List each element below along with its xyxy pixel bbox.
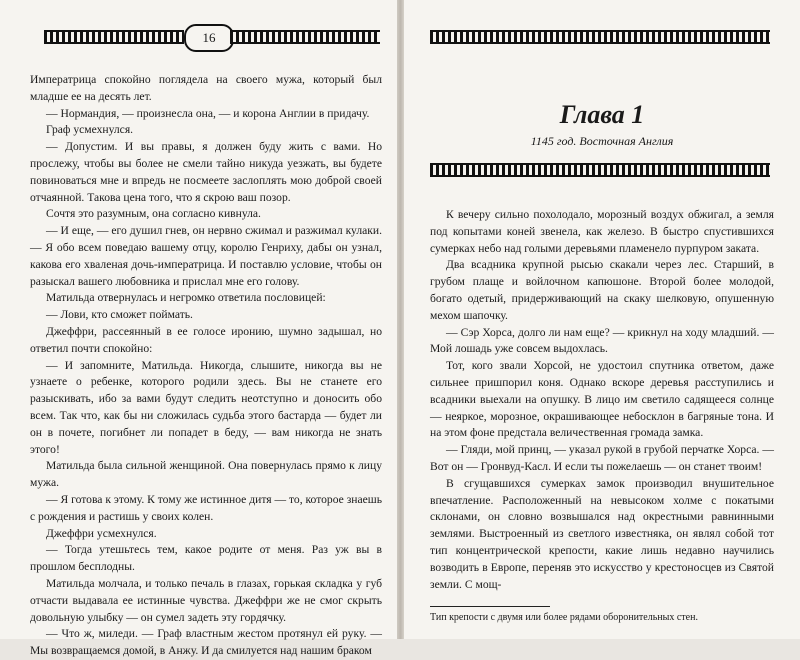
- book-gutter: [397, 0, 404, 639]
- right-page-text: [430, 207, 774, 593]
- footnote-rule: [430, 606, 550, 607]
- paragraph: Императрица спокойно поглядела на своего мужа, который был младше ее на десять лет.: [30, 73, 382, 103]
- chapter-divider-ornament: [430, 163, 770, 177]
- left-page: [0, 0, 397, 658]
- paragraph: — И запомните, Матильда. Никогда, слышите, никогда вы не узнаете о ребенке, которого родили здесь. Вы не станете его разыскивать, ибо за вами будут следить неотступно и доносить обо всем. Так что, как бы ни сложилась судьба этого бастарда — будет ли он в почете, погибнет ли попадет в беду, — вам никогда не знать этого!: [30, 358, 382, 456]
- paragraph: — Тогда утешьтесь тем, какое родите от меня. Раз уж вы в прошлом бесплодны.: [30, 543, 382, 574]
- paragraph: — Допустим. И вы правы, я должен буду жить с вами. Но прослежу, чтобы вы более не смели тайно никуда уезжать, вы будете повиноваться мне и впредь не посмеете заслоплять мою доброй своей отчаянной. Такова цена того, что я скрою ваш позор.: [30, 140, 382, 204]
- paragraph: К вечеру сильно похолодало, морозный воздух обжигал, а земля под копытами коней звенела, как железо. В быстро спустившихся сумерках небо над голыми деревьями пламенело пурпуром заката.: [430, 208, 774, 255]
- paragraph: — Сэр Хорса, долго ли нам еще? — крикнул на ходу младший. — Мой лошадь уже совсем выдохлась.: [430, 325, 774, 356]
- paragraph: Джеффри, рассеянный в ее голосе иронию, шумно задышал, но ответил почти спокойно:: [30, 324, 382, 355]
- header-ornament-right: [230, 30, 380, 44]
- paragraph: Матильда была сильной женщиной. Она повернулась прямо к лицу мужа.: [30, 459, 382, 490]
- chapter-subtitle: 1145 год. Восточная Англия: [530, 134, 674, 148]
- paragraph: Граф усмехнулся.: [46, 123, 134, 137]
- paragraph: — Лови, кто сможет поймать.: [46, 308, 193, 322]
- page-number: 16: [184, 24, 234, 52]
- paragraph: — Нормандия, — произнесла она, — и корона Англии в придачу.: [46, 106, 370, 120]
- header-ornament-left: [44, 30, 184, 44]
- paragraph: — Что ж, миледи. — Граф властным жестом протянул ей руку. — Мы возвращаемся домой, в Анжу. И да смилуется над нашим браком: [30, 627, 382, 658]
- paragraph: Два всадника крупной рысью скакали через лес. Старший, в грубом плаще и войлочном капюшоне. Второй более молодой, богато одетый, придерживающий на скаку шелковую, опушенную мехом шапочку.: [430, 258, 774, 322]
- paragraph: — Я готова к этому. К тому же истинное дитя — то, которое знаешь с рождения и растишь у своих колен.: [30, 492, 382, 523]
- paragraph: Джеффри усмехнулся.: [46, 526, 157, 540]
- left-page-text: [30, 72, 382, 660]
- header-ornament: [430, 30, 770, 44]
- chapter-title: Глава 1: [559, 100, 645, 129]
- footnote: Тип крепости с двумя или более рядами оборонительных стен.: [430, 612, 698, 623]
- paragraph: Тот, кого звали Хорсой, не удостоил спутника ответом, даже сильнее пришпорил коня. Однако вскоре деревья расступились и всадники выехали на опушку. В лицо им светило садящееся солнце — неяркое, морозное, окрашивающее небосклон в багряные тона. И на этом фоне предстала величественная громада замка.: [430, 359, 774, 440]
- paragraph: — Гляди, мой принц, — указал рукой в грубой перчатке Хорса. — Вот он — Гронвуд-Касл. И если ты пожелаешь — он станет твоим!: [430, 443, 774, 473]
- paragraph: Матильда отвернулась и негромко ответила пословицей:: [46, 291, 326, 305]
- paragraph: Матильда молчала, и только печаль в глазах, горькая складка у губ отчасти выдавала ее истинные чувства. Джеффри же не смог скрыть довольную улыбку — он сумел задеть эту гордячку.: [30, 576, 382, 624]
- paragraph: — И еще, — его душил гнев, он нервно сжимал и разжимал кулаки. — Я обо всем поведаю вашему отцу, королю Генриху, дабы он узнал, какова его хваленая дочь-императрица. И поставлю условие, чтобы он разыскал вашего любовника и прислал мне его голову.: [30, 224, 382, 288]
- paragraph: Сочтя это разумным, она согласно кивнула.: [46, 207, 261, 221]
- paragraph: В сгущавшихся сумерках замок производил внушительное впечатление. Расположенный на невысоком холме с покатыми склонами, он словно возвышался над окрестными равнинными землями. Выстроенный из светлого известняка, он являл собой тот тип концентрической крепости, какие лишь недавно научились возводить в Европе, переняв это искусство у крестоносцев из Святой земли. С мощ-: [430, 476, 774, 591]
